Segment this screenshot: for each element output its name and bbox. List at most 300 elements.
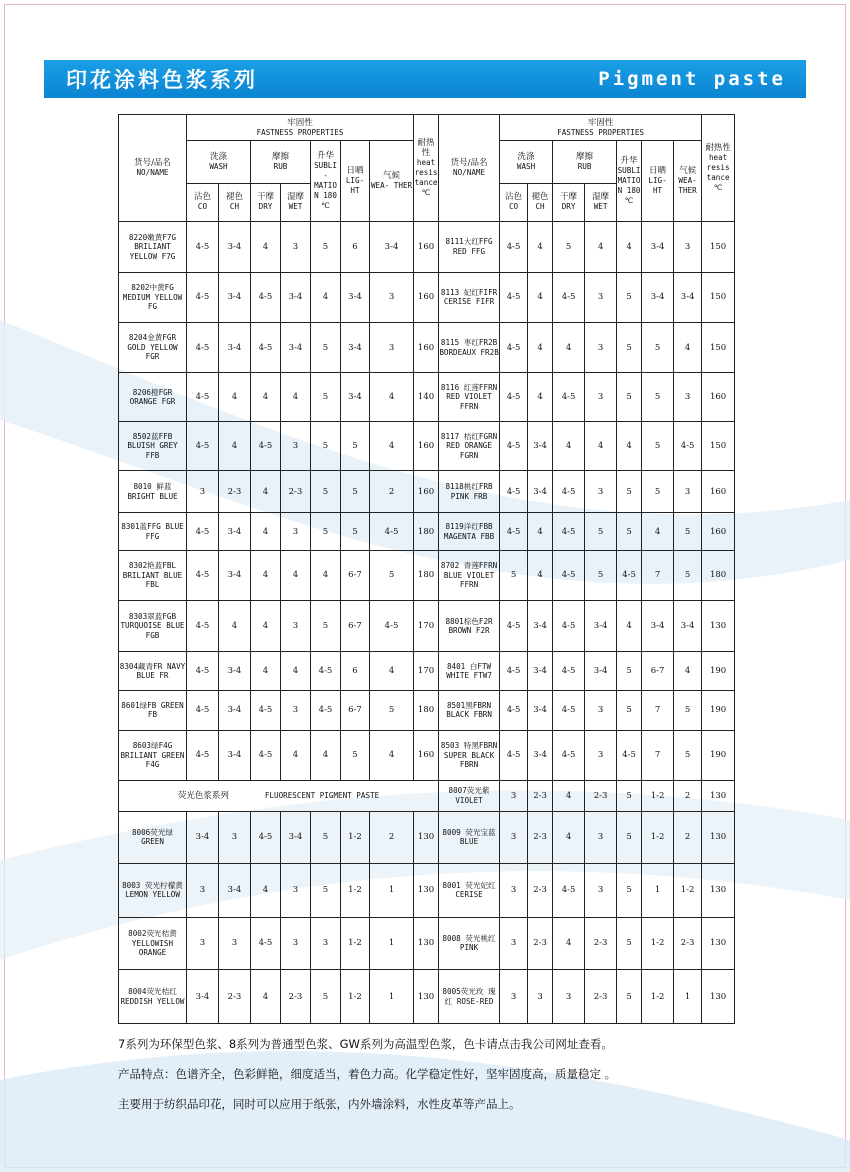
cell-heat-right: 130: [702, 864, 735, 918]
wash-header-left: 洗涤 WASH: [187, 141, 251, 183]
cell-ch-right: 3-4: [528, 470, 553, 512]
weather-header-right: 气候 WEA- THER: [674, 141, 702, 222]
cell-co-left: 4-5: [187, 691, 219, 730]
cell-ch-right: 4: [528, 222, 553, 273]
product-name-left: 8206橙FGR ORANGE FGR: [119, 372, 187, 422]
cell-heat-right: 180: [702, 550, 735, 601]
cell-wet-right: 3: [585, 272, 617, 323]
cell-subli-right: 5: [617, 323, 642, 373]
product-name-right: 8005荧光玫 瑰红 ROSE-RED: [439, 970, 500, 1024]
cell-wet-right: 3-4: [585, 601, 617, 652]
note-usage: 主要用于纺织品印花，同时可以应用于纸张，内外墙涂料，水性皮革等产品上。: [118, 1097, 521, 1111]
cell-heat-left: 140: [414, 372, 439, 422]
co-header-right: 沾色 CO: [500, 183, 528, 221]
cell-ch-right: 2-3: [528, 864, 553, 918]
table-row: [119, 513, 735, 550]
product-name-right: 8113 妃红FIFR CERISE FIFR: [439, 272, 500, 323]
rub-header-right: 摩擦 RUB: [553, 141, 617, 183]
cell-co-right: 4-5: [500, 422, 528, 471]
cell-co-right: 4-5: [500, 470, 528, 512]
table-row: [119, 272, 735, 323]
cell-heat-right: 160: [702, 470, 735, 512]
cell-light-left: 1-2: [341, 811, 370, 864]
cell-dry-left: 4-5: [251, 323, 281, 373]
cell-wet-right: 5: [585, 513, 617, 550]
cell-light-left: 5: [341, 422, 370, 471]
fluorescent-header-row: [119, 781, 735, 811]
cell-light-right: 5: [642, 422, 674, 471]
cell-dry-right: 3: [553, 970, 585, 1024]
product-name-right: 8115 枣红FR2B BORDEAUX FR2B: [439, 323, 500, 373]
cell-ch-right: 3-4: [528, 730, 553, 781]
fluorescent-label: 荧光色浆系列 FLUORESCENT PIGMENT PASTE: [119, 781, 439, 811]
cell-dry-left: 4: [251, 222, 281, 273]
cell-weather-right: 3: [674, 470, 702, 512]
weather-header-left: 气候 WEA- THER: [370, 141, 414, 222]
cell-weather-left: 1: [370, 864, 414, 918]
cell-dry-right: 4: [553, 323, 585, 373]
product-name-right: 8001 荧光妃红 CERISE: [439, 864, 500, 918]
product-name-left: 8603绿F4G BRILIANT GREEN F4G: [119, 730, 187, 781]
cell-light-left: 3-4: [341, 323, 370, 373]
cell-light-left: 5: [341, 513, 370, 550]
product-name-left: 8302艳蓝FBL BRILIANT BLUE FBL: [119, 550, 187, 601]
product-name-right: 8116 红莲FFRN RED VIOLET FFRN: [439, 372, 500, 422]
cell-wet-right: 2-3: [585, 970, 617, 1024]
product-name-left: 8301蓝FFG BLUE FFG: [119, 513, 187, 550]
cell-subli-left: 4: [311, 730, 341, 781]
cell-wet-right: 3: [585, 470, 617, 512]
cell-ch-right: 4: [528, 513, 553, 550]
cell-ch-right: 3-4: [528, 422, 553, 471]
table-row: [119, 730, 735, 781]
cell-light-right: 1-2: [642, 917, 674, 970]
cell-ch-left: 4: [219, 372, 251, 422]
cell-light-left: 6-7: [341, 691, 370, 730]
cell-dry-right: 5: [553, 222, 585, 273]
cell-ch-right: 2-3: [528, 811, 553, 864]
cell-ch-left: 3-4: [219, 513, 251, 550]
cell-heat-right: 130: [702, 917, 735, 970]
cell-heat-left: 160: [414, 730, 439, 781]
cell-light-left: 3-4: [341, 272, 370, 323]
cell-co-right: 3: [500, 811, 528, 864]
cell-ch-left: 3: [219, 811, 251, 864]
cell-co-left: 4-5: [187, 222, 219, 273]
cell-co-right: 4-5: [500, 513, 528, 550]
cell-wet-left: 3: [281, 513, 311, 550]
cell-light-right: 4: [642, 513, 674, 550]
cell-weather-right: 2: [674, 781, 702, 811]
cell-weather-left: 4: [370, 730, 414, 781]
dry-header-right: 干摩 DRY: [553, 183, 585, 221]
cell-co-right: 4-5: [500, 730, 528, 781]
cell-weather-right: 5: [674, 730, 702, 781]
cell-heat-left: 180: [414, 513, 439, 550]
cell-wet-right: 3: [585, 372, 617, 422]
cell-subli-right: 5: [617, 811, 642, 864]
cell-wet-right: 3: [585, 323, 617, 373]
cell-subli-right: 5: [617, 513, 642, 550]
product-name-left: 8002荧光桔黄 YELLOWISH ORANGE: [119, 917, 187, 970]
product-name-left: 8202中黄FG MEDIUM YELLOW FG: [119, 272, 187, 323]
cell-weather-right: 4: [674, 323, 702, 373]
cell-dry-left: 4: [251, 601, 281, 652]
cell-weather-left: 4: [370, 372, 414, 422]
cell-dry-left: 4: [251, 470, 281, 512]
cell-weather-right: 5: [674, 691, 702, 730]
cell-heat-right: 130: [702, 781, 735, 811]
cell-subli-right: 4-5: [617, 550, 642, 601]
cell-dry-right: 4-5: [553, 730, 585, 781]
cell-subli-right: 4-5: [617, 730, 642, 781]
cell-ch-right: 3-4: [528, 651, 553, 690]
cell-wet-left: 3-4: [281, 811, 311, 864]
cell-weather-left: 4-5: [370, 601, 414, 652]
cell-dry-left: 4: [251, 651, 281, 690]
cell-heat-left: 160: [414, 222, 439, 273]
cell-wet-left: 3-4: [281, 323, 311, 373]
cell-co-right: 4-5: [500, 601, 528, 652]
product-name-left: 8304藏青FR NAVY BLUE FR: [119, 651, 187, 690]
cell-dry-left: 4-5: [251, 730, 281, 781]
cell-ch-right: 3-4: [528, 601, 553, 652]
cell-ch-left: 3-4: [219, 691, 251, 730]
cell-light-left: 6-7: [341, 601, 370, 652]
cell-heat-right: 190: [702, 651, 735, 690]
table-row: [119, 422, 735, 471]
cell-wet-right: 4: [585, 222, 617, 273]
cell-dry-right: 4-5: [553, 651, 585, 690]
cell-light-left: 3-4: [341, 372, 370, 422]
cell-subli-left: 5: [311, 323, 341, 373]
cell-weather-left: 2: [370, 470, 414, 512]
cell-co-right: 4-5: [500, 272, 528, 323]
cell-wet-right: 3: [585, 691, 617, 730]
cell-heat-right: 190: [702, 691, 735, 730]
cell-light-right: 3-4: [642, 601, 674, 652]
cell-light-right: 1-2: [642, 781, 674, 811]
cell-weather-left: 1: [370, 917, 414, 970]
cell-subli-right: 4: [617, 422, 642, 471]
cell-heat-left: 180: [414, 550, 439, 601]
cell-weather-left: 2: [370, 811, 414, 864]
cell-subli-right: 5: [617, 651, 642, 690]
cell-co-right: 4-5: [500, 372, 528, 422]
heat-header-left: 耐热性 heat resis tance ℃: [414, 115, 439, 222]
cell-subli-left: 5: [311, 811, 341, 864]
cell-co-left: 4-5: [187, 601, 219, 652]
product-name-left: 8220嫩黄F7G BRILIANT YELLOW F7G: [119, 222, 187, 273]
ch-header-left: 褪色 CH: [219, 183, 251, 221]
cell-ch-right: 4: [528, 272, 553, 323]
cell-subli-right: 5: [617, 372, 642, 422]
cell-wet-left: 2-3: [281, 470, 311, 512]
subli-header-right: 升华 SUBLI MATIO N 180 ℃: [617, 141, 642, 222]
cell-weather-right: 3-4: [674, 601, 702, 652]
table-row: [119, 470, 735, 512]
cell-dry-right: 4-5: [553, 372, 585, 422]
cell-dry-left: 4: [251, 864, 281, 918]
cell-co-right: 5: [500, 550, 528, 601]
cell-light-right: 5: [642, 372, 674, 422]
cell-heat-right: 150: [702, 222, 735, 273]
cell-co-left: 4-5: [187, 272, 219, 323]
cell-heat-left: 160: [414, 422, 439, 471]
cell-weather-right: 4-5: [674, 422, 702, 471]
cell-light-left: 6: [341, 651, 370, 690]
cell-wet-right: 2-3: [585, 917, 617, 970]
cell-ch-right: 3-4: [528, 691, 553, 730]
cell-dry-left: 4-5: [251, 272, 281, 323]
cell-wet-left: 4: [281, 651, 311, 690]
cell-light-left: 6: [341, 222, 370, 273]
cell-light-right: 6-7: [642, 651, 674, 690]
cell-co-left: 3-4: [187, 811, 219, 864]
cell-ch-left: 3-4: [219, 222, 251, 273]
product-name-left: 8204金黄FGR GOLD YELLOW FGR: [119, 323, 187, 373]
cell-heat-left: 170: [414, 601, 439, 652]
cell-weather-left: 1: [370, 970, 414, 1024]
cell-weather-left: 3: [370, 323, 414, 373]
cell-co-left: 3: [187, 470, 219, 512]
cell-subli-right: 4: [617, 601, 642, 652]
cell-dry-left: 4: [251, 513, 281, 550]
cell-co-right: 4-5: [500, 651, 528, 690]
cell-weather-right: 5: [674, 550, 702, 601]
cell-subli-left: 5: [311, 422, 341, 471]
cell-dry-left: 4: [251, 970, 281, 1024]
cell-ch-left: 2-3: [219, 970, 251, 1024]
cell-subli-left: 5: [311, 601, 341, 652]
cell-ch-left: 2-3: [219, 470, 251, 512]
cell-subli-left: 4: [311, 272, 341, 323]
cell-subli-left: 3: [311, 917, 341, 970]
table-row: [119, 691, 735, 730]
table-row: [119, 601, 735, 652]
cell-co-left: 3: [187, 917, 219, 970]
product-name-right: 8801棕色F2R BROWN F2R: [439, 601, 500, 652]
cell-co-right: 4-5: [500, 222, 528, 273]
table-row-fluorescent: [119, 864, 735, 918]
cell-heat-right: 190: [702, 730, 735, 781]
product-name-right: 8501黑FBRN BLACK FBRN: [439, 691, 500, 730]
table-row: [119, 651, 735, 690]
cell-light-left: 6-7: [341, 550, 370, 601]
dry-header-left: 干摩 DRY: [251, 183, 281, 221]
cell-ch-left: 3-4: [219, 550, 251, 601]
cell-heat-right: 130: [702, 811, 735, 864]
cell-subli-left: 5: [311, 970, 341, 1024]
cell-dry-left: 4-5: [251, 691, 281, 730]
cell-weather-left: 3: [370, 272, 414, 323]
product-name-left: 8601绿FB GREEN FB: [119, 691, 187, 730]
cell-ch-right: 4: [528, 550, 553, 601]
heat-header-right: 耐热性 heat resis tance ℃: [702, 115, 735, 222]
product-name-left: 8004荧光桔红 REDDISH YELLOW: [119, 970, 187, 1024]
cell-heat-right: 160: [702, 372, 735, 422]
cell-subli-left: 5: [311, 513, 341, 550]
cell-heat-left: 130: [414, 970, 439, 1024]
cell-subli-left: 4-5: [311, 651, 341, 690]
cell-light-left: 1-2: [341, 917, 370, 970]
cell-heat-right: 150: [702, 272, 735, 323]
cell-dry-right: 4: [553, 422, 585, 471]
cell-subli-right: 5: [617, 917, 642, 970]
cell-heat-left: 130: [414, 811, 439, 864]
cell-heat-left: 130: [414, 917, 439, 970]
cell-wet-right: 5: [585, 550, 617, 601]
cell-wet-left: 3: [281, 222, 311, 273]
cell-co-right: 3: [500, 917, 528, 970]
product-name-left: 8003 荧光柠檬黄 LEMON YELLOW: [119, 864, 187, 918]
product-name-right: 8118桃红FRB PINK FRB: [439, 470, 500, 512]
cell-dry-right: 4-5: [553, 272, 585, 323]
cell-light-right: 7: [642, 550, 674, 601]
cell-light-right: 3-4: [642, 272, 674, 323]
cell-ch-right: 2-3: [528, 781, 553, 811]
cell-dry-left: 4-5: [251, 811, 281, 864]
subli-header-left: 升华 SUBLI - MATIO N 180 ℃: [311, 141, 341, 222]
cell-dry-left: 4: [251, 372, 281, 422]
cell-weather-right: 1-2: [674, 864, 702, 918]
cell-heat-right: 130: [702, 970, 735, 1024]
cell-co-right: 3: [500, 970, 528, 1024]
cell-ch-right: 4: [528, 372, 553, 422]
cell-co-left: 4-5: [187, 422, 219, 471]
cell-heat-right: 150: [702, 422, 735, 471]
cell-weather-right: 5: [674, 513, 702, 550]
cell-dry-right: 4-5: [553, 550, 585, 601]
cell-co-left: 4-5: [187, 730, 219, 781]
cell-subli-right: 5: [617, 272, 642, 323]
cell-light-left: 1-2: [341, 864, 370, 918]
cell-heat-right: 160: [702, 513, 735, 550]
note-features: 产品特点：色谱齐全，色彩鲜艳，细度适当，着色力高。化学稳定性好，坚牢固度高，质量稳定 。: [118, 1067, 617, 1081]
product-name-right: 8119洋红FBB MAGENTA FBB: [439, 513, 500, 550]
product-name-left: 8010 鲜蓝 BRIGHT BLUE: [119, 470, 187, 512]
cell-weather-right: 2: [674, 811, 702, 864]
cell-weather-left: 5: [370, 550, 414, 601]
cell-heat-left: 130: [414, 864, 439, 918]
cell-light-right: 7: [642, 730, 674, 781]
cell-co-left: 4-5: [187, 372, 219, 422]
cell-co-left: 3: [187, 864, 219, 918]
cell-co-right: 4-5: [500, 691, 528, 730]
light-header-left: 日晒 LIG- HT: [341, 141, 370, 222]
cell-wet-left: 2-3: [281, 970, 311, 1024]
table-row: [119, 372, 735, 422]
cell-heat-left: 180: [414, 691, 439, 730]
fastness-header-left: 牢固性 FASTNESS PROPERTIES: [187, 115, 414, 141]
wash-header-right: 洗涤 WASH: [500, 141, 553, 183]
cell-wet-left: 3: [281, 864, 311, 918]
product-name-right: 8009 荧光宝蓝 BLUE: [439, 811, 500, 864]
cell-ch-left: 3-4: [219, 323, 251, 373]
rub-header-left: 摩擦 RUB: [251, 141, 311, 183]
header-banner: [44, 60, 806, 98]
cell-subli-right: 5: [617, 691, 642, 730]
cell-dry-right: 4-5: [553, 601, 585, 652]
product-name-right: 8117 桔红FGRN RED ORANGE FGRN: [439, 422, 500, 471]
cell-subli-right: 5: [617, 970, 642, 1024]
wet-header-left: 湿摩 WET: [281, 183, 311, 221]
cell-heat-left: 160: [414, 272, 439, 323]
product-name-right: 8401 白FTW WHITE FTW7: [439, 651, 500, 690]
light-header-right: 日晒 LIG- HT: [642, 141, 674, 222]
cell-light-right: 7: [642, 691, 674, 730]
cell-ch-right: 2-3: [528, 917, 553, 970]
cell-ch-left: 4: [219, 601, 251, 652]
cell-wet-right: 3-4: [585, 651, 617, 690]
product-header-left: 货号/品名 NO/NAME: [119, 115, 187, 222]
table-row: [119, 323, 735, 373]
cell-heat-left: 170: [414, 651, 439, 690]
cell-dry-right: 4: [553, 781, 585, 811]
cell-co-left: 4-5: [187, 323, 219, 373]
product-name-right: 8008 荧光桃红 PINK: [439, 917, 500, 970]
cell-weather-right: 3-4: [674, 272, 702, 323]
product-name-left: 8006荧光绿 GREEN: [119, 811, 187, 864]
cell-weather-left: 3-4: [370, 222, 414, 273]
cell-wet-left: 3: [281, 601, 311, 652]
cell-weather-right: 2-3: [674, 917, 702, 970]
cell-co-right: 3: [500, 864, 528, 918]
cell-wet-right: 3: [585, 730, 617, 781]
table-row-fluorescent: [119, 811, 735, 864]
cell-co-right: 4-5: [500, 323, 528, 373]
page-subtitle: Pigment paste: [598, 68, 786, 90]
cell-co-left: 4-5: [187, 513, 219, 550]
cell-wet-right: 2-3: [585, 781, 617, 811]
cell-ch-left: 3-4: [219, 730, 251, 781]
cell-ch-left: 3: [219, 917, 251, 970]
cell-dry-right: 4: [553, 917, 585, 970]
ch-header-right: 褪色 CH: [528, 183, 553, 221]
cell-subli-left: 5: [311, 864, 341, 918]
cell-weather-right: 3: [674, 222, 702, 273]
cell-dry-right: 4-5: [553, 470, 585, 512]
product-header-right: 货号/品名 NO/NAME: [439, 115, 500, 222]
cell-dry-right: 4-5: [553, 513, 585, 550]
cell-wet-left: 3: [281, 917, 311, 970]
cell-weather-left: 5: [370, 691, 414, 730]
cell-weather-left: 4-5: [370, 513, 414, 550]
cell-subli-left: 4-5: [311, 691, 341, 730]
product-name-right: 8007荧光紫 VIOLET: [439, 781, 500, 811]
cell-wet-left: 4: [281, 372, 311, 422]
cell-light-right: 5: [642, 323, 674, 373]
cell-wet-right: 3: [585, 864, 617, 918]
cell-wet-right: 3: [585, 811, 617, 864]
table-row: [119, 222, 735, 273]
product-name-right: 8702 青莲FFRN BLUE VIOLET FFRN: [439, 550, 500, 601]
cell-light-left: 1-2: [341, 970, 370, 1024]
table-row-fluorescent: [119, 917, 735, 970]
cell-subli-right: 5: [617, 781, 642, 811]
cell-light-left: 5: [341, 730, 370, 781]
cell-wet-right: 4: [585, 422, 617, 471]
product-name-left: 8303翠蓝FGB TURQUOISE BLUE FGB: [119, 601, 187, 652]
note-series: 7系列为环保型色浆、8系列为普通型色浆、GW系列为高温型色浆，色卡请点击我公司网址查看。: [118, 1037, 613, 1051]
cell-co-left: 4-5: [187, 651, 219, 690]
cell-ch-left: 3-4: [219, 864, 251, 918]
cell-dry-left: 4: [251, 550, 281, 601]
table-row-fluorescent: [119, 970, 735, 1024]
cell-wet-left: 3: [281, 691, 311, 730]
cell-light-right: 5: [642, 470, 674, 512]
cell-ch-left: 3-4: [219, 272, 251, 323]
